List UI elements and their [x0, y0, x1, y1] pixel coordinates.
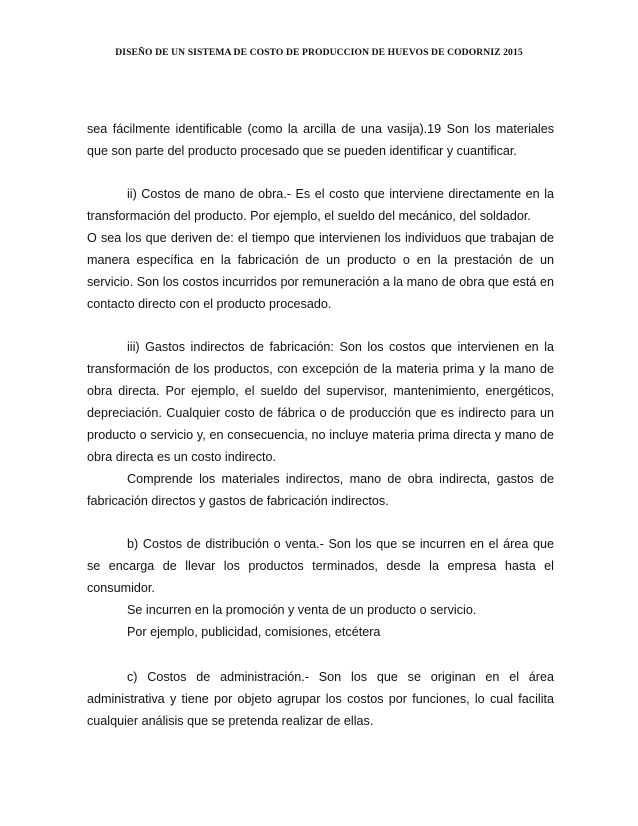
paragraph-distribution-example: Por ejemplo, publicidad, comisiones, etcétera — [127, 625, 381, 639]
paragraph-distribution-costs: b) Costos de distribución o venta.- Son los que se incurren en el área que se encarga de llevar los productos terminados, desde la empresa hasta el consumidor. — [87, 537, 554, 595]
paragraph-indirect-includes: Comprende los materiales indirectos, mano de obra indirecta, gastos de fabricación directos y gastos de fabricación indirectos. — [87, 472, 554, 508]
paragraph-labor-costs: ii) Costos de mano de obra.- Es el costo que interviene directamente en la transformación del producto. Por ejemplo, el sueldo del mecánico, del soldador. — [87, 187, 554, 223]
document-body — [87, 118, 554, 732]
paragraph-materials-end: sea fácilmente identificable (como la arcilla de una vasija).19 Son los materiales que son parte del producto procesado que se pueden identificar y cuantificar. — [87, 122, 554, 158]
page-header: DISEÑO DE UN SISTEMA DE COSTO DE PRODUCCION DE HUEVOS DE CODORNIZ 2015 — [115, 47, 523, 58]
paragraph-labor-detail: O sea los que deriven de: el tiempo que intervienen los individuos que trabajan de manera específica en la fabricación de un producto o en la prestación de un servicio. Son los costos incurridos por remuneración a la mano de obra que está en contacto directo con el producto procesado. — [87, 231, 554, 311]
paragraph-administration-costs: c) Costos de administración.- Son los que se originan en el área administrativa y tiene por objeto agrupar los costos por funciones, lo cual facilita cualquier análisis que se pretenda realizar de ellas. — [87, 670, 554, 728]
paragraph-indirect-costs: iii) Gastos indirectos de fabricación: Son los costos que intervienen en la transformación de los productos, con excepción de la materia prima y la mano de obra directa. Por ejemplo, el sueldo del supervisor, mantenimiento, energéticos, depreciación. Cualquier costo de fábrica o de producción que es indirecto para un producto o servicio y, en consecuencia, no incluye materia prima directa y mano de obra directa es un costo indirecto. — [87, 340, 554, 464]
paragraph-distribution-promotion: Se incurren en la promoción y venta de un producto o servicio. — [127, 603, 477, 617]
